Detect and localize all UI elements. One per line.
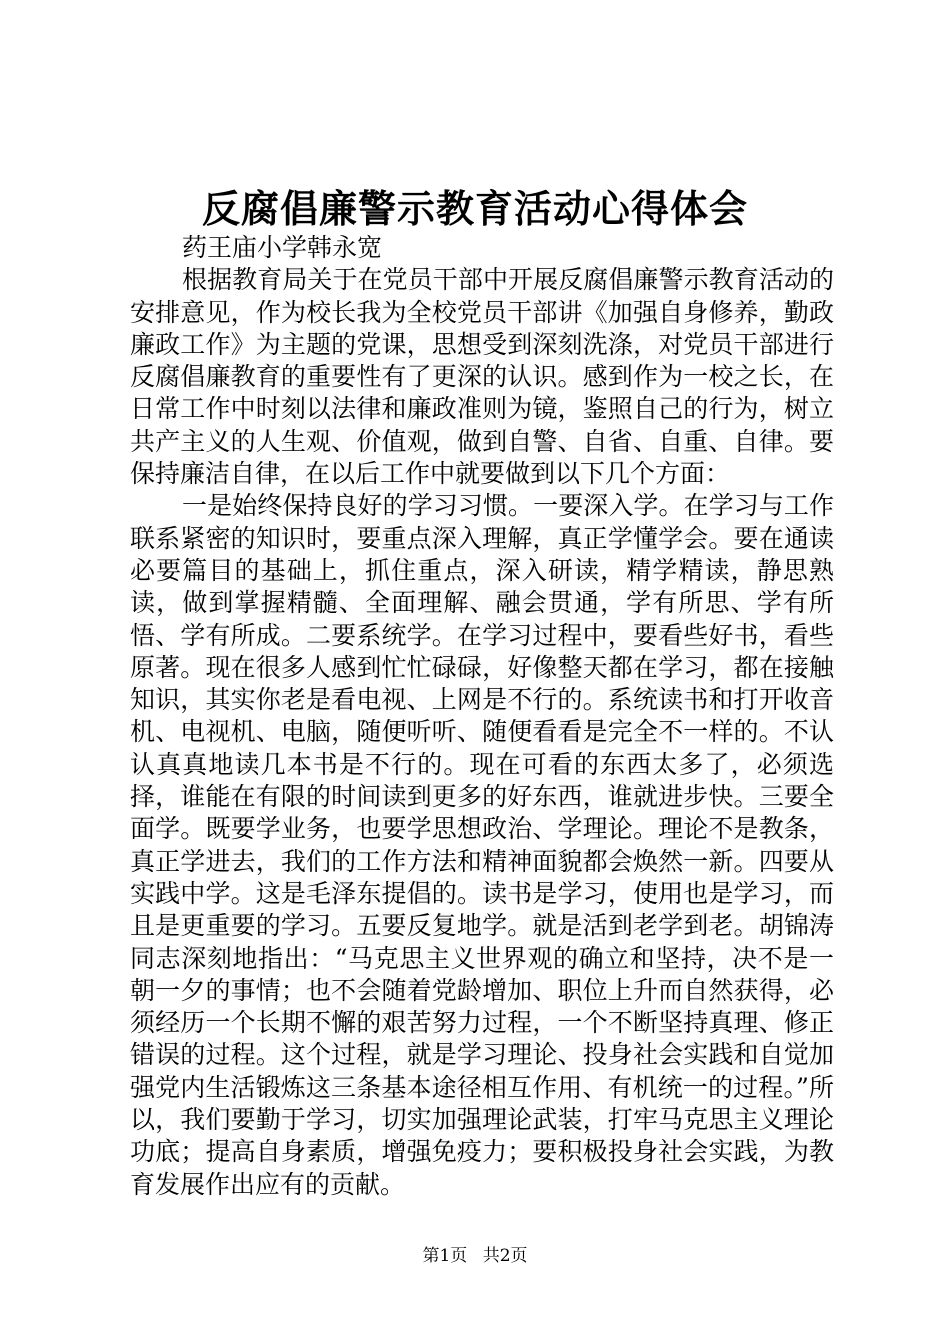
paragraph-learning: 一是始终保持良好的学习习惯。一要深入学。在学习与工作联系紧密的知识时，要重点深入理解，真正学懂学会。要在通读必要篇目的基础上，抓住重点，深入研读，精学精读，静思熟读，做到掌握精髓、全面理解、融会贯通，学有所思、学有所悟、学有所成。二要系统学。在学习过程中，要看些好书，看些原著。现在很多人感到忙忙碌碌，好像整天都在学习，都在接触知识，其实你老是看电视、上网是不行的。系统读书和打开收音机、电视机、电脑，随便听听、随便看看是完全不一样的。不认认真真地读几本书是不行的。现在可看的东西太多了，必须选择，谁能在有限的时间读到更多的好东西，谁就进步快。三要全面学。既要学业务，也要学思想政治、学理论。理论不是教条，真正学进去，我们的工作方法和精神面貌都会焕然一新。四要从实践中学。这是毛泽东提倡的。读书是学习，使用也是学习，而且是更重要的学习。五要反复地学。就是活到老学到老。胡锦涛同志深刻地指出：“马克思主义世界观的确立和坚持，决不是一朝一夕的事情；也不会随着党龄增加、职位上升而自然获得，必须经历一个长期不懈的艰苦努力过程，一个不断坚持真理、修正错误的过程。这个过程，就是学习理论、投身社会实践和自觉加强党内生活锻炼这三条基本途径相互作用、有机统一的过程。”所以，我们要勤于学习，切实加强理论武装，打牢马克思主义理论功底；提高自身素质，增强免疫力；要积极投身社会实践，为教育发展作出应有的贡献。 — [130, 491, 834, 1199]
page-total: 共2页 — [482, 1246, 528, 1266]
paragraph-intro: 根据教育局关于在党员干部中开展反腐倡廉警示教育活动的安排意见，作为校长我为全校党员干部讲《加强自身修养，勤政廉政工作》为主题的党课，思想受到深刻洗涤，对党员干部进行反腐倡廉教育的重要性有了更深的认识。感到作为一校之长，在日常工作中时刻以法律和廉政准则为镜，鉴照自己的行为，树立共产主义的人生观、价值观，做到自警、自省、自重、自律。要保持廉洁自律，在以后工作中就要做到以下几个方面： — [130, 265, 834, 489]
document-title: 反腐倡廉警示教育活动心得体会 — [201, 186, 748, 231]
document-body — [130, 232, 834, 1201]
page-footer — [0, 1245, 950, 1267]
page-number: 第1页 — [422, 1246, 468, 1266]
author-line: 药王庙小学韩永宽 — [182, 233, 383, 262]
